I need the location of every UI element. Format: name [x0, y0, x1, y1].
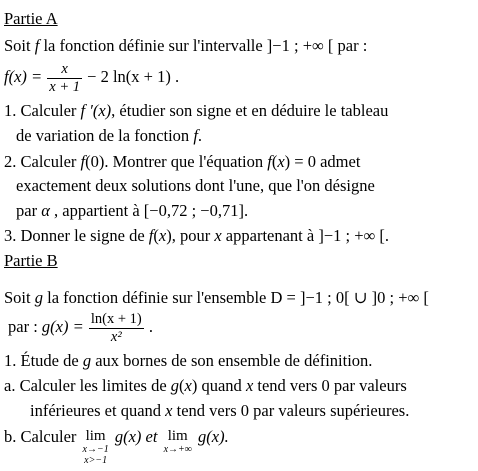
- function-f-definition: f(x) = $\frac{x}{x + 1}$ − 2 ln(x + 1) .: [4, 61, 180, 95]
- question-a-line1: a. Calculer les limites de g(x) quand x tend vers 0 par valeurs: [4, 376, 407, 395]
- part-a-title: Partie A: [4, 9, 58, 28]
- part-b-title: Partie B: [4, 251, 58, 270]
- question-1-line2: de variation de la fonction f.: [16, 126, 203, 145]
- g-fraction: $\frac{\ln(x + 1)}{\text{x²}}$: [90, 311, 142, 345]
- question-2-line1: 2. Calculer f(0). Montrer que l'équation f(x) = 0 admet: [4, 152, 361, 171]
- f-lhs: f(x) =: [4, 66, 43, 86]
- question-b1: 1. Étude de g aux bornes de son ensemble de définition.: [4, 351, 373, 370]
- function-g-definition: par : g(x) = $\frac{\ln(x + 1)}{\text{x²}}$ .: [8, 311, 153, 345]
- part-b-intro: Soit g la fonction définie sur l'ensemble D = ]−1 ; 0[ ∪ ]0 ; +∞ [: [4, 288, 429, 307]
- question-1-line1: 1. Calculer f ′(x), étudier son signe et en déduire le tableau: [4, 101, 389, 120]
- question-a-line2: inférieures et quand x tend vers 0 par valeurs supérieures.: [30, 401, 410, 420]
- question-3: 3. Donner le signe de f(x), pour x appartenant à ]−1 ; +∞ [.: [4, 226, 390, 245]
- f-fraction: $\frac{x}{x + 1}$: [49, 61, 81, 95]
- question-b-limits: b. Calculer lim x→−1 x>−1 g(x) et lim x→+∞ g(x).: [4, 427, 229, 466]
- limit-x-to-minus-1: lim x→−1 x>−1: [82, 428, 109, 466]
- limit-x-to-plus-infinity: lim x→+∞: [163, 428, 192, 455]
- question-2-line3: par α , appartient à [−0,72 ; −0,71].: [16, 201, 249, 220]
- question-2-line2: exactement deux solutions dont l'une, que l'on désigne: [16, 176, 375, 195]
- part-a-intro: Soit f la fonction définie sur l'intervalle ]−1 ; +∞ [ par :: [4, 36, 368, 55]
